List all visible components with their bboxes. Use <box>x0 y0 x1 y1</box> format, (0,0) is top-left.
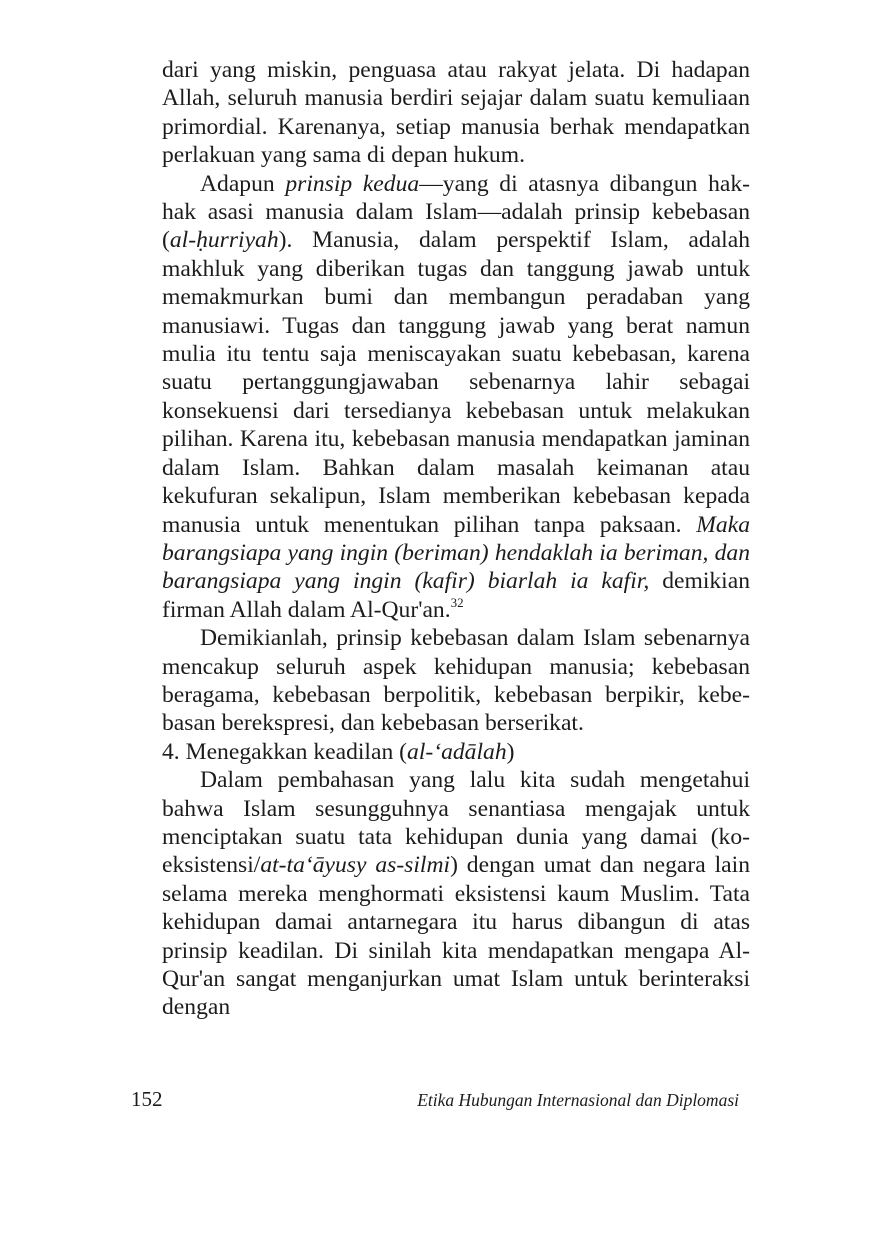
paragraph-3: Demikianlah, prinsip kebebasan dalam Islam sebenarnya mencakup seluruh aspek kehidupan manusia; kebebasan beragama, kebebasan berpolitik, kebebasan berpikir, kebebasan berekspresi, dan kebebasan berserikat. <box>162 625 750 737</box>
quran-quote: Maka barangsiapa yang ingin (beriman) hendaklah ia beriman, dan barangsiapa yang ingin (kafir) biarlah ia kafir, <box>162 511 750 595</box>
heading-term: al-‘adālah <box>407 738 507 765</box>
heading-label: 4. Menegakkan keadilan ( <box>162 738 408 765</box>
italic-term: at-ta‘āyusy as-silmi <box>260 852 451 879</box>
page-number: 152 <box>131 1087 163 1111</box>
footnote-marker[interactable]: 32 <box>450 594 464 610</box>
heading-close: ) <box>506 738 515 765</box>
body-text <box>162 56 750 1022</box>
text-run: Adapun <box>200 170 286 197</box>
paragraph-1: dari yang miskin, penguasa atau rakyat jelata. Di hadapan Allah, seluruh manusia berdiri sejajar dalam suatu kemuliaan primordial. Karenanya, setiap manusia berhak mendapatkan perlakuan yang sama di depan hukum. <box>162 57 750 169</box>
text-run: —yang di atasnya dibangun hak-hak asasi manusia dalam Islam—adalah prinsip kebebasan ( <box>162 170 750 254</box>
text-run: ). Manusia, dalam perspektif Islam, adalah makhluk yang diberikan tugas dan tanggung jawab untuk memakmurkan bumi dan membangun peradaban yang manusiawi. Tugas dan tanggung jawab yang berat namun mulia itu tentu saja meniscayakan suatu kebebasan, karena suatu pertanggungjawaban sebenarnya lahir sebagai konsekuensi dari tersedianya kebebasan untuk melakukan pilihan. Karena itu, kebebasan manusia mendapatkan jaminan dalam Islam. Bahkan dalam masalah keimanan atau kekufuran sekalipun, Islam memberikan kebebasan kepada manusia untuk menentukan pilihan tanpa paksaan. <box>162 227 750 538</box>
section-heading <box>162 738 750 766</box>
text-run: demikian firman Allah dalam Al-Qur'an. <box>162 568 751 623</box>
italic-term: prinsip kedua <box>285 170 420 197</box>
paragraph-2 <box>162 170 750 625</box>
paragraph-4 <box>162 766 750 1022</box>
text-run: ) dengan umat dan negara lain selama mereka menghormati eksistensi kaum Muslim. Tata kehidupan damai antarnegara itu harus dibangun di atas prinsip keadilan. Di sinilah kita mendapatkan mengapa Al-Qur'an sangat menganjurkan umat Islam untuk berinteraksi dengan <box>162 852 750 1021</box>
italic-term: al-ḥurriyah <box>169 227 279 254</box>
running-title: Etika Hubungan Internasional dan Diplomasi <box>417 1090 739 1110</box>
text-run: Dalam pembahasan yang lalu kita sudah mengetahui bahwa Islam sesungguhnya senantiasa mengajak untuk menciptakan suatu tata kehidupan dunia yang damai (koeksistensi/ <box>162 767 750 879</box>
